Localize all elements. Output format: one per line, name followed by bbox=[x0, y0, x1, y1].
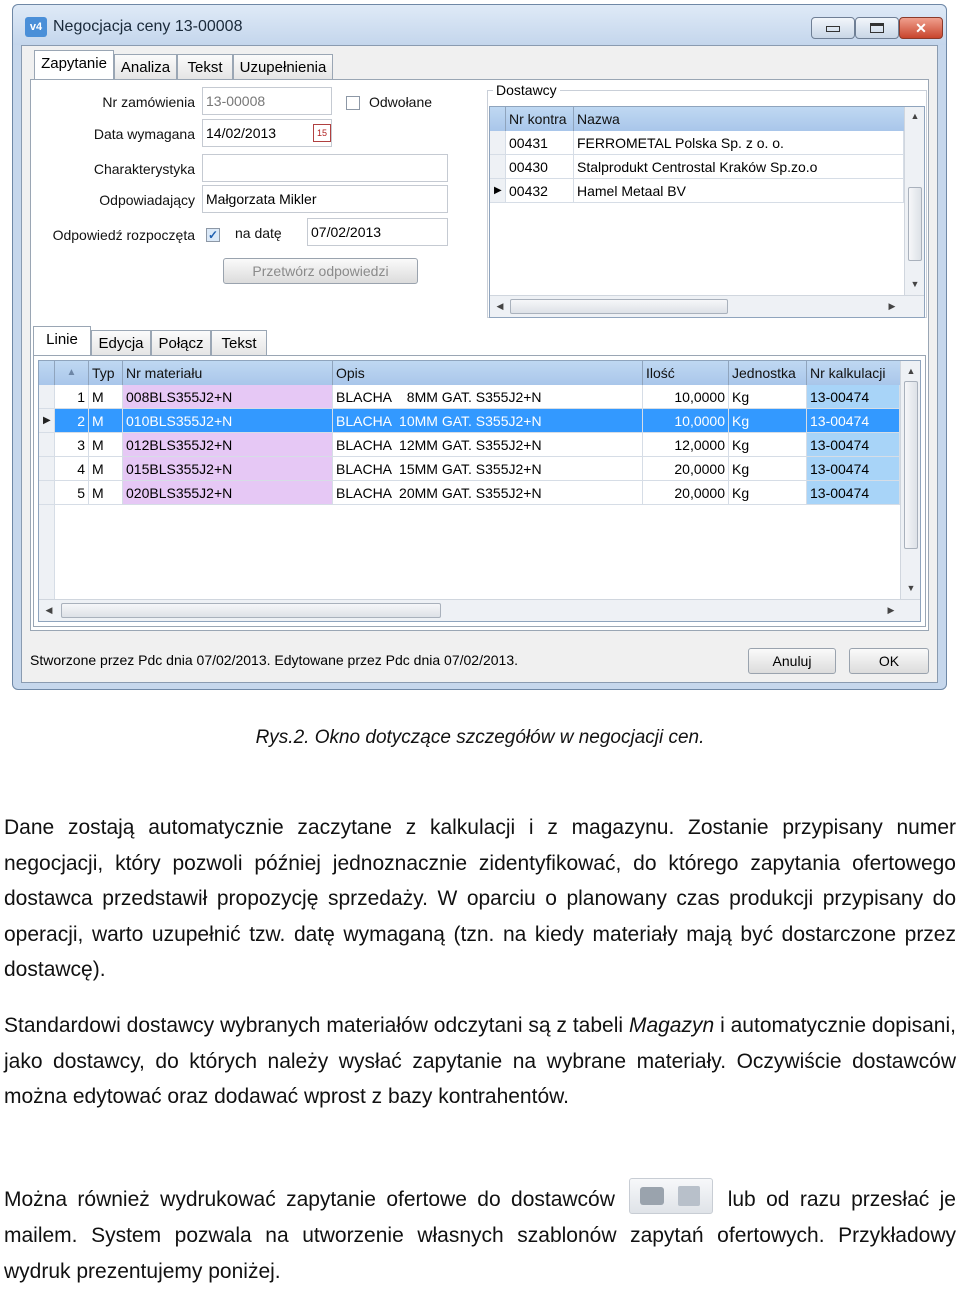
on-date-field[interactable]: 07/02/2013 bbox=[307, 218, 448, 246]
order-no-field[interactable]: 13-00008 bbox=[202, 87, 332, 115]
description-cell[interactable]: BLACHA 8MM GAT. S355J2+N bbox=[333, 385, 643, 409]
suppliers-horizontal-scrollbar[interactable] bbox=[490, 295, 924, 317]
print-icon bbox=[640, 1187, 664, 1205]
paragraph-3-text-a: Można również wydrukować zapytanie ofertowe do dostawców bbox=[4, 1188, 615, 1211]
required-date-field[interactable]: 14/02/2013 bbox=[202, 119, 332, 147]
on-date-label: na datę bbox=[235, 225, 282, 241]
material-no-cell[interactable]: 010BLS355J2+N bbox=[123, 409, 333, 433]
material-no-cell[interactable]: 020BLS355J2+N bbox=[123, 481, 333, 505]
material-no-cell[interactable]: 015BLS355J2+N bbox=[123, 457, 333, 481]
required-date-label: Data wymagana bbox=[93, 126, 195, 142]
unit-cell[interactable]: Kg bbox=[729, 481, 807, 505]
print-send-toolbar-image bbox=[629, 1178, 713, 1214]
line-no-cell[interactable]: 2 bbox=[55, 409, 89, 433]
status-text: Stworzone przez Pdc dnia 07/02/2013. Edytowane przez Pdc dnia 07/02/2013. bbox=[30, 652, 518, 668]
lines-vertical-scrollbar[interactable] bbox=[900, 361, 920, 599]
scroll-right-icon[interactable]: ▶ bbox=[887, 605, 895, 615]
line-no-cell[interactable]: 3 bbox=[55, 433, 89, 457]
description-cell[interactable]: BLACHA 12MM GAT. S355J2+N bbox=[333, 433, 643, 457]
scrollbar-thumb[interactable] bbox=[510, 299, 728, 314]
suppliers-group-label: Dostawcy bbox=[493, 82, 560, 98]
paragraph-3 bbox=[4, 1182, 956, 1289]
calculation-no-cell[interactable]: 13-00474 bbox=[807, 457, 900, 481]
unit-cell[interactable]: Kg bbox=[729, 409, 807, 433]
tab-tekst[interactable]: Tekst bbox=[177, 54, 233, 80]
paragraph-2-text-b: i automatycznie dopisani, jako dostawcy, do których należy wysłać zapytanie na wybrane materiały. Oczywiście dostawców można edytować oraz dodawać wprost z bazy kontrahentów. bbox=[4, 1014, 956, 1108]
scrollbar-thumb[interactable] bbox=[908, 187, 922, 261]
response-started-checkbox[interactable]: ✓ bbox=[207, 228, 219, 242]
suppliers-grid-header bbox=[490, 107, 904, 131]
close-icon: ✕ bbox=[915, 20, 927, 36]
quantity-cell[interactable]: 20,0000 bbox=[643, 457, 729, 481]
column-header-jednostka[interactable]: Jednostka bbox=[729, 361, 807, 385]
characteristic-field[interactable] bbox=[202, 154, 448, 182]
column-header-ilosc[interactable]: Ilość bbox=[643, 361, 729, 385]
suppliers-vertical-scrollbar[interactable] bbox=[904, 107, 924, 295]
column-header-typ[interactable]: Typ bbox=[89, 361, 123, 385]
minimize-icon bbox=[826, 26, 840, 32]
quantity-cell[interactable]: 12,0000 bbox=[643, 433, 729, 457]
row-selector[interactable] bbox=[39, 457, 55, 481]
tab-tekst-lines[interactable]: Tekst bbox=[211, 330, 267, 356]
scroll-right-icon[interactable]: ▶ bbox=[888, 301, 896, 311]
negotiation-window bbox=[12, 4, 947, 690]
scrollbar-thumb[interactable] bbox=[904, 381, 918, 549]
supplier-nr-cell[interactable]: 00431 bbox=[506, 131, 574, 155]
scroll-left-icon[interactable]: ◀ bbox=[45, 605, 53, 615]
description-cell[interactable]: BLACHA 20MM GAT. S355J2+N bbox=[333, 481, 643, 505]
line-no-cell[interactable]: 1 bbox=[55, 385, 89, 409]
table-row[interactable] bbox=[39, 457, 900, 481]
current-row-indicator-icon[interactable]: ▶ bbox=[490, 179, 506, 203]
type-cell[interactable]: M bbox=[89, 385, 123, 409]
lines-grid bbox=[38, 360, 921, 622]
column-header-nr-kalkulacji[interactable]: Nr kalkulacji bbox=[810, 365, 886, 381]
line-no-cell[interactable]: 5 bbox=[55, 481, 89, 505]
table-row[interactable] bbox=[490, 155, 904, 179]
responsible-field[interactable]: Małgorzata Mikler bbox=[202, 185, 448, 213]
material-no-cell[interactable]: 012BLS355J2+N bbox=[123, 433, 333, 457]
tab-edycja[interactable]: Edycja bbox=[91, 330, 151, 356]
unit-cell[interactable]: Kg bbox=[729, 385, 807, 409]
description-cell[interactable]: BLACHA 15MM GAT. S355J2+N bbox=[333, 457, 643, 481]
lines-horizontal-scrollbar[interactable] bbox=[39, 599, 920, 621]
tab-zapytanie[interactable]: Zapytanie bbox=[34, 50, 114, 80]
tab-linie[interactable]: Linie bbox=[33, 326, 91, 356]
table-row[interactable] bbox=[490, 179, 904, 203]
supplier-nr-cell[interactable]: 00432 bbox=[506, 179, 574, 203]
title-bar[interactable] bbox=[13, 5, 946, 45]
tab-page-zapytanie bbox=[30, 79, 929, 631]
material-no-cell[interactable]: 008BLS355J2+N bbox=[123, 385, 333, 409]
type-cell[interactable]: M bbox=[89, 433, 123, 457]
scroll-left-icon[interactable]: ◀ bbox=[496, 301, 504, 311]
tab-analiza[interactable]: Analiza bbox=[114, 54, 177, 80]
table-row[interactable] bbox=[39, 385, 900, 409]
paragraph-1: Dane zostają automatycznie zaczytane z kalkulacji i z magazynu. Zostanie przypisany numer negocjacji, który pozwoli później jednoznacznie zidentyfikować, do którego zapytania ofertowego dostawca przedstawił propozycję sprzedaży. W oparciu o planowany czas produkcji przypisany do operacji, warto uzupełnić tzw. datę wymaganą (tzn. na kiedy materiały mają być dostarczone przez dostawcę). bbox=[4, 816, 956, 981]
sort-ascending-icon[interactable]: ▲ bbox=[55, 361, 89, 385]
row-selector[interactable] bbox=[490, 131, 506, 155]
table-row[interactable] bbox=[490, 131, 904, 155]
unit-cell[interactable]: Kg bbox=[729, 457, 807, 481]
close-button[interactable] bbox=[899, 17, 943, 39]
paragraph-2-emphasis: Magazyn bbox=[628, 1014, 715, 1037]
app-icon: v4 bbox=[25, 17, 47, 37]
cancelled-label: Odwołane bbox=[369, 94, 433, 110]
send-email-icon bbox=[678, 1186, 700, 1206]
supplier-name-cell[interactable]: Hamel Metaal BV bbox=[574, 179, 904, 203]
response-started-label: Odpowiedź rozpoczęta bbox=[52, 227, 195, 243]
scroll-up-icon[interactable]: ▲ bbox=[910, 111, 920, 121]
maximize-icon bbox=[870, 23, 884, 33]
table-row[interactable] bbox=[39, 481, 900, 505]
row-selector[interactable] bbox=[39, 481, 55, 505]
paragraph-3-text-b: lub od razu przesłać je mailem. System pozwala na utworzenie własnych szablonów zapytań ofertowych. Przykładowy wydruk prezentujemy poniżej. bbox=[4, 1188, 956, 1283]
order-no-label: Nr zamówienia bbox=[102, 94, 195, 110]
suppliers-grid bbox=[489, 106, 925, 318]
maximize-button[interactable] bbox=[855, 17, 899, 39]
scroll-up-icon[interactable]: ▲ bbox=[906, 366, 916, 376]
table-row-selected[interactable] bbox=[39, 409, 900, 433]
calculation-no-cell[interactable]: 13-00474 bbox=[807, 481, 900, 505]
tab-polacz[interactable]: Połącz bbox=[151, 330, 211, 356]
supplier-nr-cell[interactable]: 00430 bbox=[506, 155, 574, 179]
window-title: Negocjacja ceny 13-00008 bbox=[53, 18, 243, 35]
table-row[interactable] bbox=[39, 433, 900, 457]
calculation-no-cell[interactable]: 13-00474 bbox=[807, 409, 900, 433]
window-client-area bbox=[21, 45, 938, 683]
figure-caption: Rys.2. Okno dotyczące szczegółów w negocjacji cen. bbox=[255, 727, 705, 748]
minimize-button[interactable] bbox=[811, 17, 855, 39]
ok-button[interactable]: OK bbox=[849, 648, 929, 674]
unit-cell[interactable]: Kg bbox=[729, 433, 807, 457]
supplier-name-cell[interactable]: Stalprodukt Centrostal Kraków Sp.zo.o bbox=[574, 155, 904, 179]
calculation-no-cell[interactable]: 13-00474 bbox=[807, 433, 900, 457]
column-header-nazwa[interactable]: Nazwa bbox=[577, 111, 620, 127]
row-selector-header bbox=[39, 361, 55, 385]
row-selector-header bbox=[490, 107, 506, 131]
scroll-down-icon[interactable]: ▼ bbox=[906, 583, 916, 593]
calculation-no-cell[interactable]: 13-00474 bbox=[807, 385, 900, 409]
calendar-icon[interactable]: 15 bbox=[313, 124, 331, 142]
current-row-indicator-icon[interactable]: ▶ bbox=[39, 409, 55, 433]
lines-grid-header bbox=[39, 361, 900, 385]
type-cell[interactable]: M bbox=[89, 457, 123, 481]
quantity-cell[interactable]: 10,0000 bbox=[643, 409, 729, 433]
supplier-name-cell[interactable]: FERROMETAL Polska Sp. z o. o. bbox=[574, 131, 904, 155]
row-selector-column bbox=[39, 505, 55, 599]
quantity-cell[interactable]: 10,0000 bbox=[643, 385, 729, 409]
characteristic-label: Charakterystyka bbox=[93, 161, 195, 177]
description-cell[interactable]: BLACHA 10MM GAT. S355J2+N bbox=[333, 409, 643, 433]
line-no-cell[interactable]: 4 bbox=[55, 457, 89, 481]
column-header-nr-materialu[interactable]: Nr materiału bbox=[123, 361, 333, 385]
lines-grid-body bbox=[39, 385, 900, 599]
column-header-opis[interactable]: Opis bbox=[333, 361, 643, 385]
tab-uzupelnienia[interactable]: Uzupełnienia bbox=[233, 54, 333, 80]
type-cell[interactable]: M bbox=[89, 481, 123, 505]
paragraph-2-text-a: Standardowi dostawcy wybranych materiałów odczytani są z tabeli bbox=[4, 1014, 629, 1037]
paragraph-2 bbox=[4, 1008, 956, 1115]
process-responses-button[interactable]: Przetwórz odpowiedzi bbox=[223, 258, 418, 284]
scrollbar-thumb[interactable] bbox=[61, 603, 441, 618]
responsible-label: Odpowiadający bbox=[99, 192, 195, 208]
type-cell[interactable]: M bbox=[89, 409, 123, 433]
row-selector[interactable] bbox=[39, 433, 55, 457]
scroll-down-icon[interactable]: ▼ bbox=[910, 279, 920, 289]
cancel-button[interactable]: Anuluj bbox=[748, 648, 836, 674]
row-selector[interactable] bbox=[39, 385, 55, 409]
cancelled-checkbox[interactable] bbox=[346, 96, 360, 110]
column-header-nr-kontra[interactable]: Nr kontra bbox=[506, 107, 574, 131]
tab-page-linie bbox=[33, 355, 926, 627]
quantity-cell[interactable]: 20,0000 bbox=[643, 481, 729, 505]
row-selector[interactable] bbox=[490, 155, 506, 179]
